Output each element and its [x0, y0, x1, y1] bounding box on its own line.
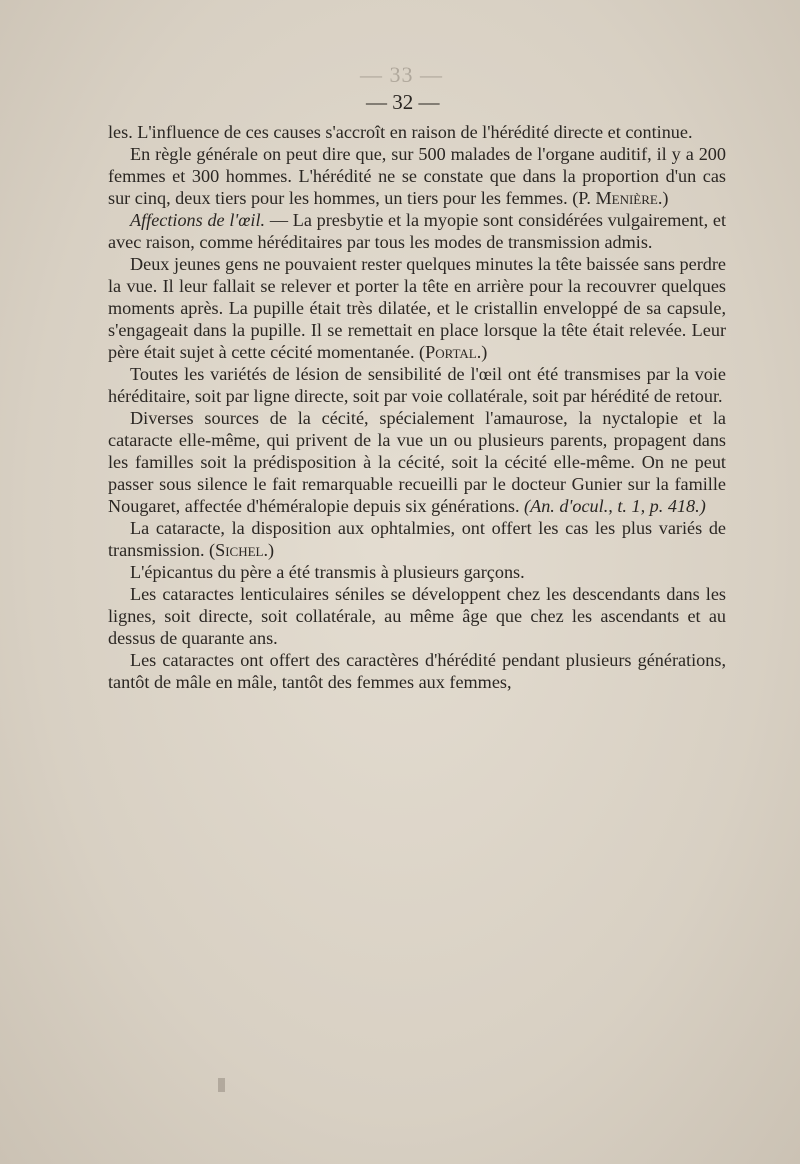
bleed-through-page-number: — 33 —: [360, 62, 443, 87]
paragraph-9: Les cataractes lenticulaires séniles se développent chez les descendants dans les lignes, soit directe, soit collatérale, au même âge que chez les ascendants et au dessus de quarante ans.: [108, 584, 726, 648]
page-number: — 32 —: [366, 90, 440, 114]
citation: (Sichel.): [209, 540, 275, 560]
paragraph-7: La cataracte, la disposition aux ophtalmies, ont offert les cas les plus variés de transmission. (Sichel.): [108, 518, 726, 560]
citation: (An. d'ocul., t. 1, p. 418.): [524, 496, 706, 516]
paragraph-3: Affections de l'œil. — La presbytie et la myopie sont considérées vulgairement, et avec raison, comme héréditaires par tous les modes de transmission admis.: [108, 210, 726, 252]
ink-mark: [218, 1078, 225, 1092]
citation: (P. Menière.): [572, 188, 669, 208]
paragraph-8: L'épicantus du père a été transmis à plusieurs garçons.: [130, 562, 525, 582]
paragraph-1: les. L'influence de ces causes s'accroît en raison de l'hérédité directe et continue.: [108, 122, 693, 142]
body-text: [108, 121, 726, 693]
paragraph-4: Deux jeunes gens ne pouvaient rester quelques minutes la tête baissée sans perdre la vue. Il leur fallait se relever et porter la tête en arrière pour la recouvrer quelques moments après. La pupille était très dilatée, et le cristallin enveloppé de sa capsule, s'engageait dans la pupille. Il se remettait en place lorsque la tête était relevée. Leur père était sujet à cette cécité momentanée. (Portal.): [108, 254, 726, 362]
paragraph-2: En règle générale on peut dire que, sur 500 malades de l'organe auditif, il y a 200 femmes et 300 hommes. L'hérédité ne se constate que dans la proportion d'un cas sur cinq, deux tiers pour les hommes, un tiers pour les femmes. (P. Menière.): [108, 144, 726, 208]
paragraph-6: Diverses sources de la cécité, spécialement l'amaurose, la nyctalopie et la cataracte elle-même, qui privent de la vue un ou plusieurs parents, propagent dans les familles soit la prédisposition à la cécité, soit la cécité elle-même. On ne peut passer sous silence le fait remarquable recueilli par le docteur Gunier sur la famille Nougaret, affectée d'héméralopie depuis six générations. (An. d'ocul., t. 1, p. 418.): [108, 408, 726, 516]
paragraph-10: Les cataractes ont offert des caractères d'hérédité pendant plusieurs générations, tantôt de mâle en mâle, tantôt des femmes aux femmes,: [108, 650, 726, 692]
paragraph-5: Toutes les variétés de lésion de sensibilité de l'œil ont été transmises par la voie héréditaire, soit par ligne directe, soit par voie collatérale, soit par hérédité de retour.: [108, 364, 726, 406]
section-heading: Affections de l'œil.: [130, 210, 266, 230]
citation: (Portal.): [419, 342, 488, 362]
